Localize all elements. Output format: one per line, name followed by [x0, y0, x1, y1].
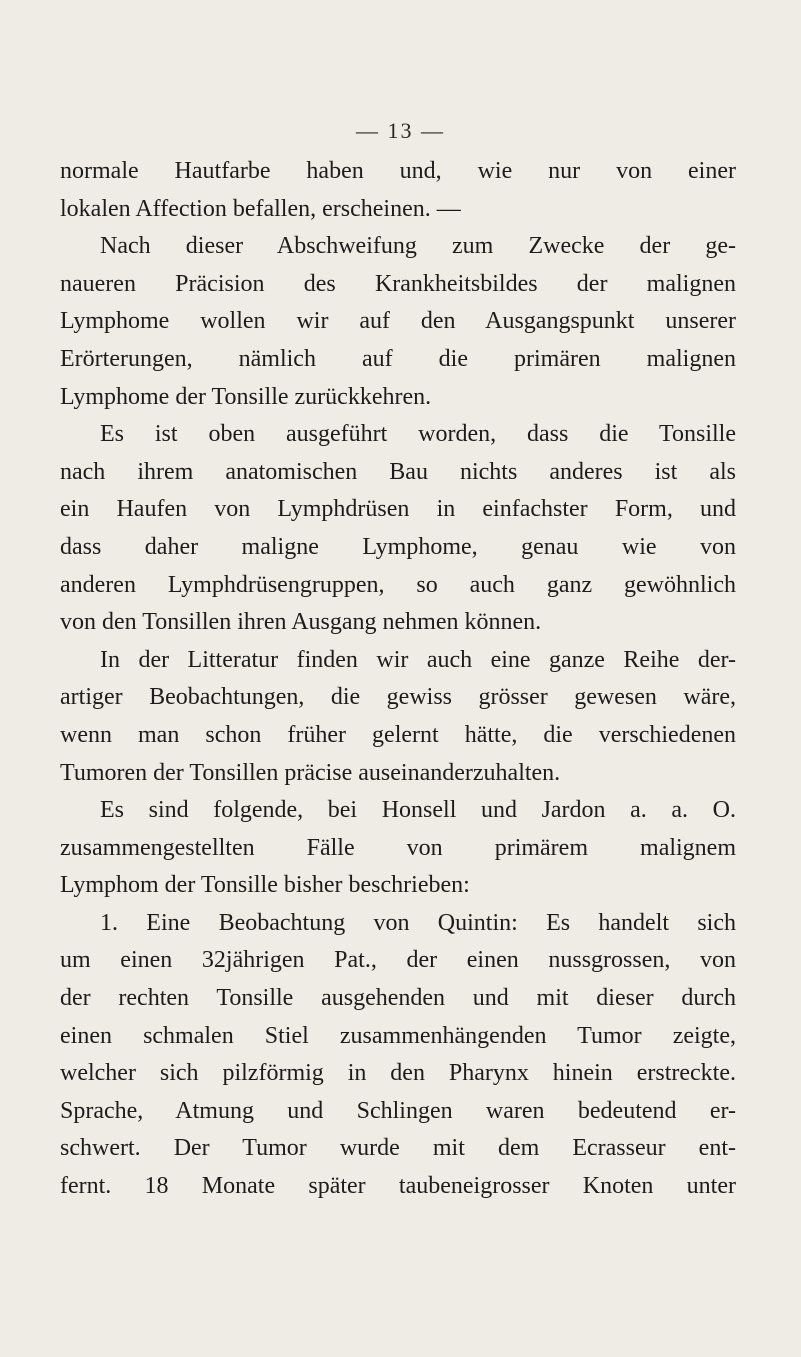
text-line: Nach dieser Abschweifung zum Zwecke der ge-: [100, 233, 736, 260]
text-line: normale Hautfarbe haben und, wie nur von einer: [60, 158, 736, 184]
text-line: dass daher maligne Lymphome, genau wie von: [60, 533, 736, 560]
text-line: welcher sich pilzförmig in den Pharynx hinein erstreckte.: [60, 1060, 736, 1087]
text-line: In der Litteratur finden wir auch eine ganze Reihe der-: [100, 646, 736, 673]
text-line: lokalen Affection befallen, erscheinen. —: [60, 195, 461, 222]
text-line: Lymphom der Tonsille bisher beschrieben:: [60, 872, 470, 899]
text-line: Lymphome der Tonsille zurückkehren.: [60, 383, 432, 410]
page-number: — 13 —: [356, 118, 445, 143]
text-line: wenn man schon früher gelernt hätte, die verschiedenen: [60, 721, 736, 748]
text-line: zusammengestellten Fälle von primärem malignem: [60, 834, 736, 861]
text-line: Tumoren der Tonsillen präcise auseinanderzuhalten.: [60, 759, 561, 786]
text-line: 1. Eine Beobachtung von Quintin: Es handelt sich: [100, 909, 736, 936]
text-line: schwert. Der Tumor wurde mit dem Ecrasseur ent-: [60, 1135, 736, 1162]
text-line: einen schmalen Stiel zusammenhängenden Tumor zeigte,: [60, 1022, 736, 1049]
text-line: nach ihrem anatomischen Bau nichts anderes ist als: [60, 458, 736, 485]
text-line: Es sind folgende, bei Honsell und Jardon a. a. O.: [100, 797, 736, 824]
text-line: der rechten Tonsille ausgehenden und mit dieser durch: [60, 985, 736, 1012]
text-line: Es ist oben ausgeführt worden, dass die Tonsille: [100, 421, 736, 448]
text-line: um einen 32jährigen Pat., der einen nussgrossen, von: [60, 947, 736, 974]
text-line: ein Haufen von Lymphdrüsen in einfachster Form, und: [60, 496, 736, 523]
text-line: naueren Präcision des Krankheitsbildes der malignen: [60, 270, 736, 297]
text-line: anderen Lymphdrüsengruppen, so auch ganz gewöhnlich: [60, 571, 736, 598]
text-line: Lymphome wollen wir auf den Ausgangspunkt unserer: [60, 308, 736, 335]
text-line: Sprache, Atmung und Schlingen waren bedeutend er-: [60, 1097, 736, 1124]
text-line: artiger Beobachtungen, die gewiss grösser gewesen wäre,: [60, 684, 736, 711]
text-line: Erörterungen, nämlich auf die primären malignen: [60, 345, 736, 372]
text-line: von den Tonsillen ihren Ausgang nehmen können.: [60, 609, 542, 636]
body-text: [60, 153, 736, 1206]
text-line: fernt. 18 Monate später taubeneigrosser Knoten unter: [60, 1173, 736, 1200]
